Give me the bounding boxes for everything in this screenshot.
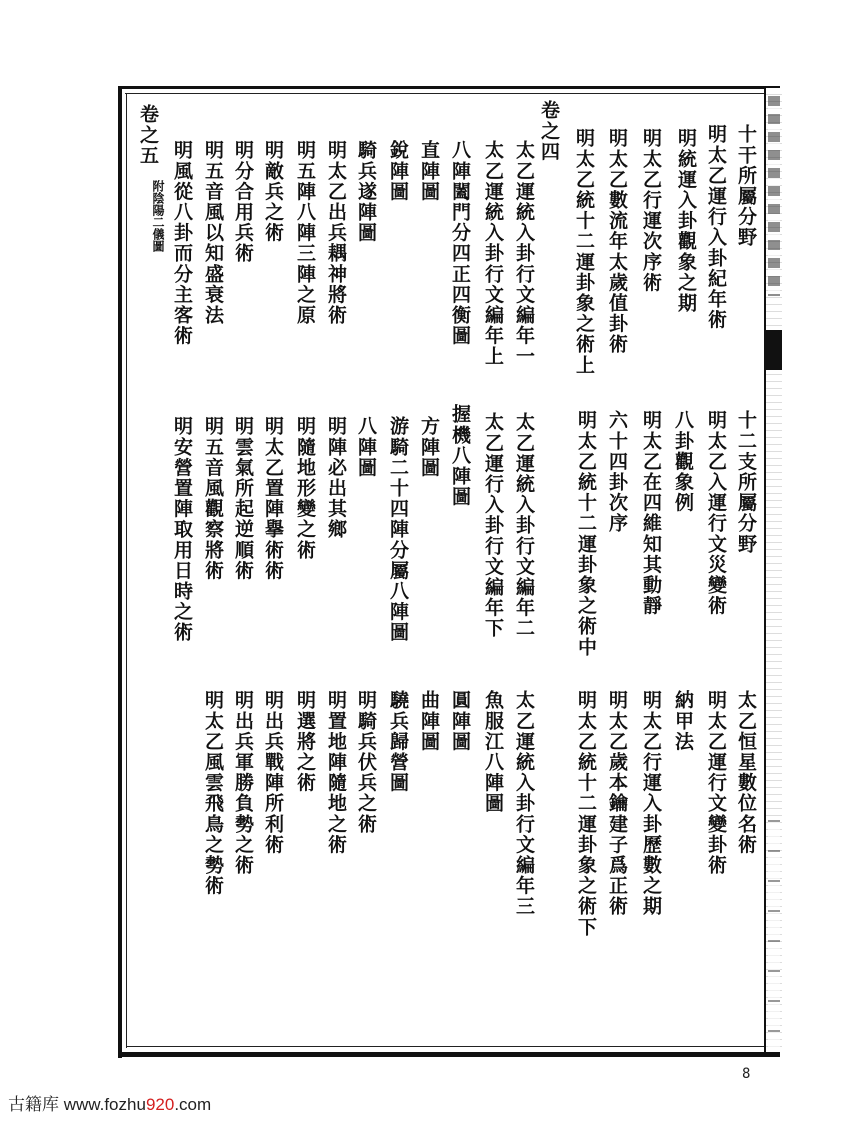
page-number: 8 — [742, 1066, 751, 1082]
toc-bottom-entry-6: 明太乙統十二運卦象之術下 — [575, 690, 597, 938]
toc-middle-entry-5: 六十四卦次序 — [606, 410, 628, 534]
toc-middle-entry-14: 明隨地形變之術 — [294, 416, 316, 561]
page-frame-top-border — [118, 86, 780, 89]
page-frame-inner-left-border — [126, 93, 127, 1048]
toc-middle-entry-2: 明太乙入運行文災變術 — [705, 410, 727, 616]
toc-top-entry-11: 銳陣圖 — [387, 140, 409, 202]
toc-middle-entry-15: 明太乙置陣擧術術 — [262, 416, 284, 581]
site-watermark — [8, 1090, 211, 1115]
toc-bottom-entry-8: 魚服江八陣圖 — [482, 690, 504, 814]
toc-bottom-entry-16: 明出兵軍勝負勢之術 — [232, 690, 254, 876]
toc-bottom-entry-17: 明太乙風雲飛鳥之勢術 — [202, 690, 224, 896]
toc-middle-entry-11: 游騎二十四陣分屬八陣圖 — [387, 416, 409, 643]
toc-top-entry-14: 明五陣八陣三陣之原 — [294, 140, 316, 326]
toc-bottom-entry-1: 太乙恒星數位名術 — [735, 690, 757, 855]
page-frame-bottom-border — [118, 1052, 780, 1057]
toc-bottom-entry-4: 明太乙行運入卦歷數之期 — [640, 690, 662, 917]
toc-top-entry-1: 十干所屬分野 — [735, 124, 757, 248]
toc-top-entry-15: 明敵兵之術 — [262, 140, 284, 243]
toc-middle-entry-18: 明安營置陣取用日時之術 — [171, 416, 193, 643]
toc-middle-entry-10: 方陣圖 — [418, 416, 440, 478]
toc-top-entry-13: 明太乙出兵耦神將術 — [325, 140, 347, 326]
toc-bottom-entry-11: 驍兵歸營圖 — [387, 690, 409, 793]
toc-top-entry-16: 明分合用兵術 — [232, 140, 254, 264]
toc-middle-entry-17: 明五音風觀察將術 — [202, 416, 224, 581]
toc-bottom-entry-15: 明出兵戰陣所利術 — [262, 690, 284, 855]
toc-bottom-entry-9: 圓陣圖 — [449, 690, 471, 752]
banxin-title-mark — [768, 96, 780, 296]
toc-top-entry-17: 明五音風以知盛衰法 — [202, 140, 224, 326]
toc-middle-entry-9: 握機八陣圖 — [449, 404, 471, 507]
toc-middle-entry-1: 十二支所屬分野 — [735, 410, 757, 555]
watermark-prefix: 古籍库 www.fozhu — [8, 1095, 146, 1114]
toc-bottom-entry-13: 明置地陣隨地之術 — [325, 690, 347, 855]
page-frame-inner-top-border — [125, 93, 765, 94]
toc-middle-entry-8: 太乙運行入卦行文編年下 — [482, 412, 504, 639]
toc-middle-entry-16: 明雲氣所起逆順術 — [232, 416, 254, 581]
toc-middle-entry-7: 太乙運統入卦行文編年二 — [513, 412, 535, 639]
toc-middle-entry-13: 明陣必出其鄉 — [325, 416, 347, 540]
toc-middle-entry-4: 明太乙在四維知其動靜 — [640, 410, 662, 616]
toc-bottom-entry-10: 曲陣圖 — [418, 690, 440, 752]
toc-top-entry-8: 太乙運統入卦行文編年上 — [482, 140, 504, 367]
toc-bottom-entry-5: 明太乙歲本鑰建子爲正術 — [606, 690, 628, 917]
toc-top-entry-6: 明太乙統十二運卦象之術上 — [573, 128, 595, 376]
toc-top-entry-9: 八陣闔門分四正四衡圖 — [449, 140, 471, 346]
banxin-lower-mark — [768, 820, 780, 1050]
toc-top-entry-2: 明太乙運行入卦紀年術 — [705, 124, 727, 330]
toc-bottom-entry-7: 太乙運統入卦行文編年三 — [513, 690, 535, 917]
page-frame-inner-bottom-border — [126, 1046, 766, 1047]
toc-top-entry-12: 騎兵遂陣圖 — [355, 140, 377, 243]
toc-bottom-entry-14: 明選將之術 — [294, 690, 316, 793]
watermark-number: 920 — [145, 1095, 175, 1114]
toc-middle-entry-6: 明太乙統十二運卦象之術中 — [575, 410, 597, 658]
toc-bottom-entry-3: 納甲法 — [672, 690, 694, 752]
fishtail-mark — [764, 330, 782, 370]
toc-top-entry-5: 明太乙數流年太歲值卦術 — [606, 128, 628, 355]
page-frame-left-border — [118, 86, 122, 1058]
toc-top-entry-7: 太乙運統入卦行文編年一 — [513, 140, 535, 367]
toc-top-entry-18: 明風從八卦而分主客術 — [171, 140, 193, 346]
juan5-heading: 卷之五 — [137, 104, 159, 166]
toc-top-entry-19-note: 附陰陽二儀圖 — [151, 180, 165, 252]
toc-bottom-entry-12: 明騎兵伏兵之術 — [355, 690, 377, 835]
toc-bottom-entry-2: 明太乙運行文變卦術 — [705, 690, 727, 876]
toc-middle-entry-3: 八卦觀象例 — [672, 410, 694, 513]
toc-top-entry-3: 明統運入卦觀象之期 — [675, 128, 697, 314]
toc-top-entry-4: 明太乙行運次序術 — [640, 128, 662, 293]
juan4-heading: 卷之四 — [538, 100, 560, 162]
watermark-suffix: .com — [174, 1095, 212, 1114]
toc-middle-entry-12: 八陣圖 — [355, 416, 377, 478]
toc-top-entry-10: 直陣圖 — [418, 140, 440, 202]
